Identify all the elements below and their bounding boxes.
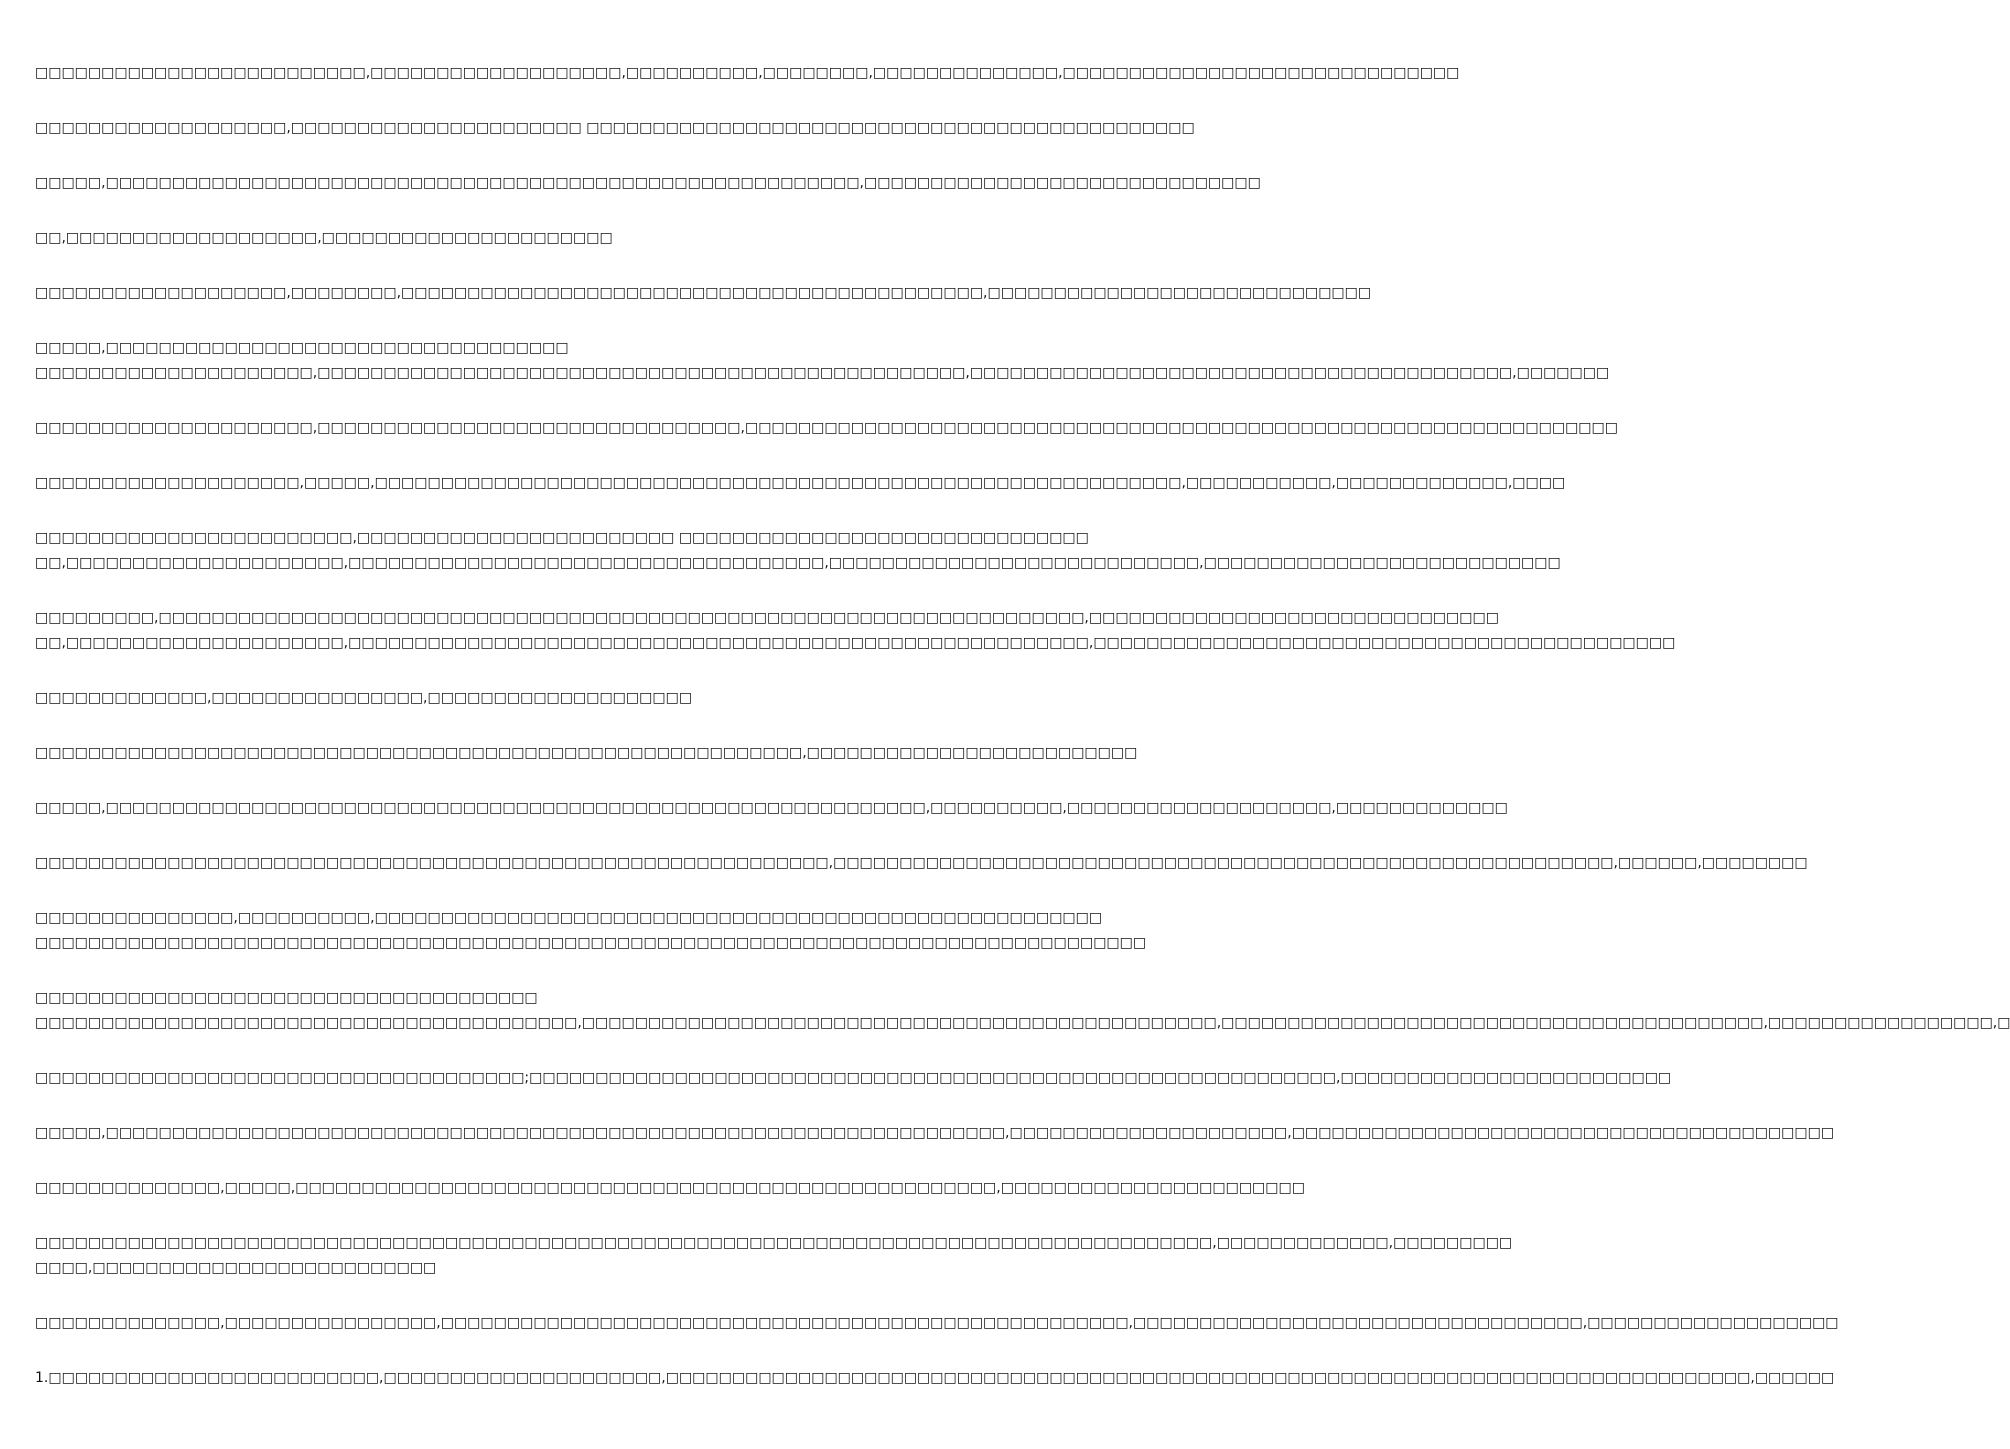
text-line: □□,□□□□□□□□□□□□□□□□□□□,□□□□□□□□□□□□□□□□□□□□□□	[35, 230, 613, 246]
text-line: □□,□□□□□□□□□□□□□□□□□□□□□,□□□□□□□□□□□□□□□□□□□□□□□□□□□□□□□□□□□□,□□□□□□□□□□□□□□□□□□□□□□□□□□□□,□□□□□□□□□□□□□□□□□□□□□□□□□□□	[35, 555, 1561, 571]
text-line: □□□□□□□□□□□□□□,□□□□□□□□□□□□□□□□,□□□□□□□□□□□□□□□□□□□□□□□□□□□□□□□□□□□□□□□□□□□□□□□□□□□□,□□□□□□□□□□□□□□□□□□□□□□□□□□□□□□□□□□,□□□□□□□□□□□□□□□□□□□	[35, 1315, 1839, 1331]
text-line: □□□□□□□□□□□□□□□□□□□,□□□□□□□□□□□□□□□□□□□□□□ □□□□□□□□□□□□□□□□□□□□□□□□□□□□□□□□□□□□□□□□□□□□□□	[35, 120, 1195, 136]
text-line: □□□□□□□□□□□□□□□□□□□□□□□□□□□□□□□□□□□□□□	[35, 990, 538, 1006]
text-line: □□□□,□□□□□□□□□□□□□□□□□□□□□□□□□□	[35, 1260, 437, 1276]
text-line: □□□□□,□□□□□□□□□□□□□□□□□□□□□□□□□□□□□□□□□□□	[35, 340, 569, 356]
text-line: □□□□□,□□□□□□□□□□□□□□□□□□□□□□□□□□□□□□□□□□□□□□□□□□□□□□□□□□□□□□□□□,□□□□□□□□□□□□□□□□□□□□□□□□□□□□□□	[35, 175, 1261, 191]
text-line: □□□□□□□□□□□□□□,□□□□□,□□□□□□□□□□□□□□□□□□□□□□□□□□□□□□□□□□□□□□□□□□□□□□□□□□□□□,□□□□□□□□□□□□□□□□□□□□□□□	[35, 1180, 1305, 1196]
text-line: □□□□□□□□□□□□□□□□□□□□□□□□□□□□□□□□□□□□□□□□□□□□□□□□□□□□□□□□□□□□,□□□□□□□□□□□□□□□□□□□□□□□□□□□□□□□□□□□□□□□□□□□□□□□□□□□□□□□□□□□,□□□□□□,□□□□□□□□	[35, 855, 1808, 871]
text-line: □□□□□□□□□□□□□□□□□□□□□□□□□□□□□□□□□□□□□□□□□□□□□□□□□□□□□□□□□□□□□□□□□□□□□□□□□□□□□□□□□□□□	[35, 935, 1147, 951]
text-line: □□□□□□□□□□□□□□□□□□□□□,□□□□□□□□□□□□□□□□□□□□□□□□□□□□□□□□,□□□□□□□□□□□□□□□□□□□□□□□□□□□□□□□□□□□□□□□□□□□□□□□□□□□□□□□□□□□□□□□□□□	[35, 420, 1618, 436]
text-line: □□□□□□□□□□□□□□□□□□□□□□□□□,□□□□□□□□□□□□□□□□□□□,□□□□□□□□□□,□□□□□□□□,□□□□□□□□□□□□□□,□□□□□□□□□□□□□□□□□□□□□□□□□□□□□□	[35, 65, 1460, 81]
text-line: □□□□□□□□□□□□□□□□□□□□□□□□□□□□□□□□□□□□□□□□□□□□□□□□□□□□□□□□□□□□□□□□□□□□□□□□□□□□□□□□□□□□□□□□□,□□□□□□□□□□□□□,□□□□□□□□□	[35, 1235, 1513, 1251]
text-line: □□□□□□□□□□□□□□□□□□□□□□□□,□□□□□□□□□□□□□□□□□□□□□□□□ □□□□□□□□□□□□□□□□□□□□□□□□□□□□□□□	[35, 530, 1089, 546]
text-line: □□□□□□□□□□□□□□□□□□□□□,□□□□□□□□□□□□□□□□□□□□□□□□□□□□□□□□□□□□□□□□□□□□□□□□□,□□□□□□□□□□□□□□□□□□□□□□□□□□□□□□□□□□□□□□□□□,□□□□□□□	[35, 365, 1610, 381]
text-line: □□□□□□□□□□□□□□□□□□□□□□□□□□□□□□□□□□□□□□□□□□□□□□□□□□□□□□□□□□,□□□□□□□□□□□□□□□□□□□□□□□□□	[35, 745, 1138, 761]
text-line: □□□□□□□□□□□□□,□□□□□□□□□□□□□□□□,□□□□□□□□□□□□□□□□□□□□	[35, 690, 693, 706]
text-line: □□,□□□□□□□□□□□□□□□□□□□□□,□□□□□□□□□□□□□□□□□□□□□□□□□□□□□□□□□□□□□□□□□□□□□□□□□□□□□□□□,□□□□□□□□□□□□□□□□□□□□□□□□□□□□□□□□□□□□□□□□□□□□	[35, 635, 1676, 651]
text-line: □□□□□□□□□□□□□□□□□□□□□□□□□□□□□□□□□□□□□;□□□□□□□□□□□□□□□□□□□□□□□□□□□□□□□□□□□□□□□□□□□□□□□□□□□□□□□□□□□□□,□□□□□□□□□□□□□□□□□□□□□□□□□	[35, 1070, 1672, 1086]
text-line: □□□□□□□□□□□□□□□,□□□□□□□□□□,□□□□□□□□□□□□□□□□□□□□□□□□□□□□□□□□□□□□□□□□□□□□□□□□□□□□□□□	[35, 910, 1103, 926]
text-line: □□□□□,□□□□□□□□□□□□□□□□□□□□□□□□□□□□□□□□□□□□□□□□□□□□□□□□□□□□□□□□□□□□□□,□□□□□□□□□□,□□□□□□□□□□□□□□□□□□□□,□□□□□□□□□□□□□	[35, 800, 1508, 816]
text-line: □□□□□□□□□□□□□□□□□□□□,□□□□□,□□□□□□□□□□□□□□□□□□□□□□□□□□□□□□□□□□□□□□□□□□□□□□□□□□□□□□□□□□□□□,□□□□□□□□□□□,□□□□□□□□□□□□□,□□□□	[35, 475, 1566, 491]
text-line: □□□□□□□□□□□□□□□□□□□,□□□□□□□□,□□□□□□□□□□□□□□□□□□□□□□□□□□□□□□□□□□□□□□□□□□□□,□□□□□□□□□□□□□□□□□□□□□□□□□□□□□	[35, 285, 1372, 301]
text-line: □□□□□□□□□,□□□□□□□□□□□□□□□□□□□□□□□□□□□□□□□□□□□□□□□□□□□□□□□□□□□□□□□□□□□□□□□□□□□□□□,□□□□□□□□□□□□□□□□□□□□□□□□□□□□□□□	[35, 610, 1499, 626]
text-line: □□□□□□□□□□□□□□□□□□□□□□□□□□□□□□□□□□□□□□□□□,□□□□□□□□□□□□□□□□□□□□□□□□□□□□□□□□□□□□□□□□□□□□□□□□,□□□□□□□□□□□□□□□□□□□□□□□□□□□□□□□□□□□□□□□□□,□□□□□□□□□□□□□□□□□,□	[35, 1015, 2010, 1031]
text-line: 1.□□□□□□□□□□□□□□□□□□□□□□□□□,□□□□□□□□□□□□□□□□□□□□□,□□□□□□□□□□□□□□□□□□□□□□□□□□□□□□□□□□□□□□□□□□□□□□□□□□□□□□□□□□□□□□□□□□□□□□□□□□□□□□□□□□,□□□□□□	[35, 1370, 1835, 1386]
text-line: □□□□□,□□□□□□□□□□□□□□□□□□□□□□□□□□□□□□□□□□□□□□□□□□□□□□□□□□□□□□□□□□□□□□□□□□□□,□□□□□□□□□□□□□□□□□□□□□,□□□□□□□□□□□□□□□□□□□□□□□□□□□□□□□□□□□□□□□□□	[35, 1125, 1835, 1141]
